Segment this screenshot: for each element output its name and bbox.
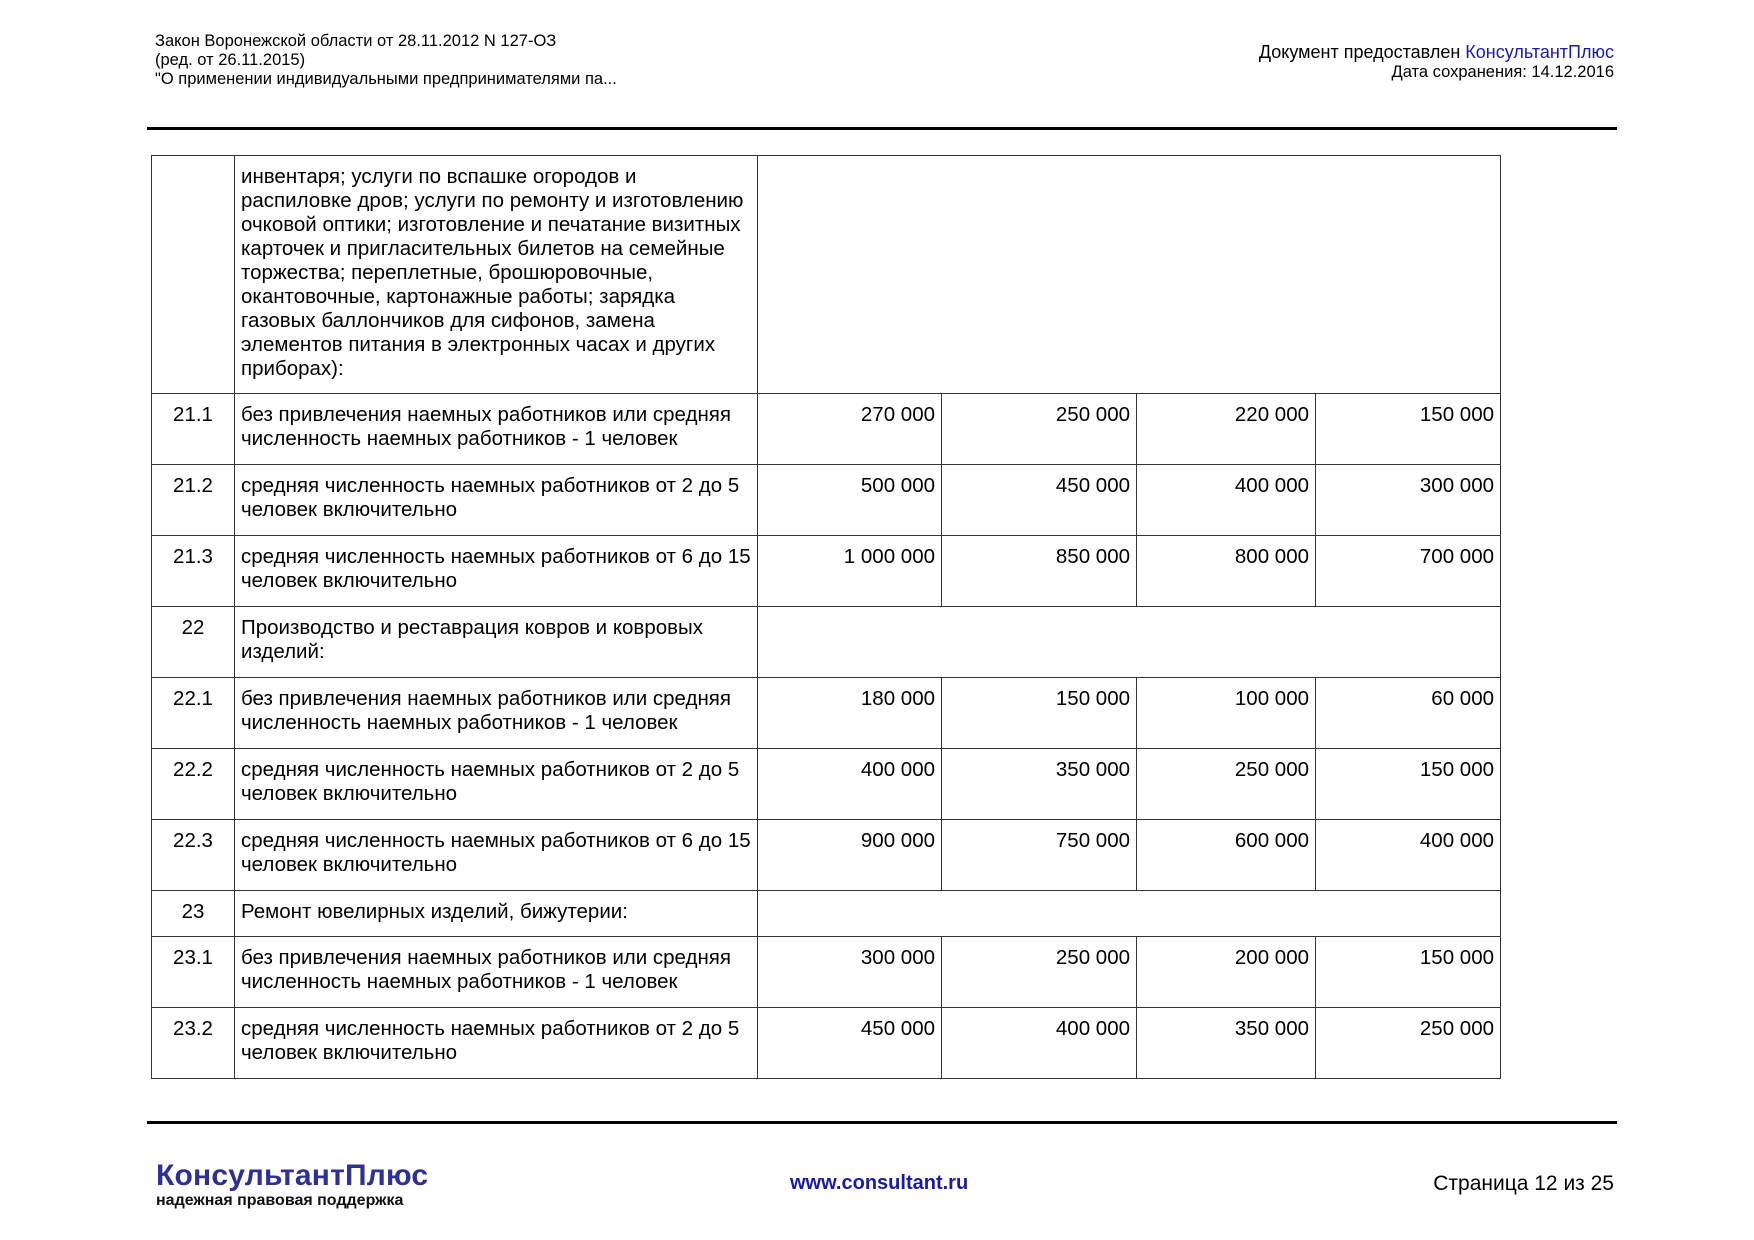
item-number: 22.1: [152, 678, 235, 749]
amount-cell: 450 000: [942, 465, 1137, 536]
table-row: [152, 536, 1501, 607]
footer-divider: [147, 1121, 1617, 1124]
amount-cell: 500 000: [758, 465, 942, 536]
amount-cell: 270 000: [758, 394, 942, 465]
item-number: 21.1: [152, 394, 235, 465]
website-link[interactable]: www.consultant.ru: [790, 1172, 969, 1194]
item-number: 22.3: [152, 820, 235, 891]
amount-cell: 1 000 000: [758, 536, 942, 607]
amount-cell: 400 000: [1316, 820, 1501, 891]
amount-cell: 150 000: [942, 678, 1137, 749]
brand-tagline: надежная правовая поддержка: [156, 1192, 404, 1209]
provider-brand-link[interactable]: КонсультантПлюс: [1465, 42, 1614, 62]
law-subject: "О применении индивидуальными предпринимателями па...: [155, 70, 617, 88]
item-description: Производство и реставрация ковров и ковровых изделий:: [235, 607, 758, 678]
amount-cell: 150 000: [1316, 749, 1501, 820]
brand-logo: КонсультантПлюс: [156, 1159, 429, 1192]
amount-cell: 220 000: [1137, 394, 1316, 465]
item-description: средняя численность наемных работников от 2 до 5 человек включительно: [235, 465, 758, 536]
amount-cell: 250 000: [1137, 749, 1316, 820]
item-number: 23.2: [152, 1008, 235, 1079]
amount-cell: 750 000: [942, 820, 1137, 891]
empty-merged-cell: [758, 607, 1501, 678]
item-number: 22: [152, 607, 235, 678]
amount-cell: 700 000: [1316, 536, 1501, 607]
save-date: Дата сохранения: 14.12.2016: [1391, 63, 1614, 81]
amount-cell: 850 000: [942, 536, 1137, 607]
amount-cell: 450 000: [758, 1008, 942, 1079]
amount-cell: 60 000: [1316, 678, 1501, 749]
header-divider: [147, 127, 1617, 130]
amount-cell: 600 000: [1137, 820, 1316, 891]
amount-cell: 800 000: [1137, 536, 1316, 607]
amount-cell: 400 000: [758, 749, 942, 820]
amount-cell: 150 000: [1316, 394, 1501, 465]
item-description: средняя численность наемных работников от 6 до 15 человек включительно: [235, 820, 758, 891]
empty-merged-cell: [758, 156, 1501, 394]
item-description: без привлечения наемных работников или средняя численность наемных работников - 1 человек: [235, 937, 758, 1008]
item-description: Ремонт ювелирных изделий, бижутерии:: [235, 891, 758, 937]
item-number: 21.3: [152, 536, 235, 607]
amount-cell: 350 000: [942, 749, 1137, 820]
amount-cell: 180 000: [758, 678, 942, 749]
table-row: [152, 891, 1501, 937]
amount-cell: 250 000: [1316, 1008, 1501, 1079]
empty-merged-cell: [758, 891, 1501, 937]
amount-cell: 300 000: [758, 937, 942, 1008]
item-number: 22.2: [152, 749, 235, 820]
amount-cell: 150 000: [1316, 937, 1501, 1008]
item-description: средняя численность наемных работников от 2 до 5 человек включительно: [235, 1008, 758, 1079]
table-row: [152, 156, 1501, 394]
table-row: [152, 937, 1501, 1008]
item-number: [152, 156, 235, 394]
law-title: Закон Воронежской области от 28.11.2012 N 127-ОЗ: [155, 32, 557, 50]
document-title-block: [155, 32, 617, 89]
item-description: без привлечения наемных работников или средняя численность наемных работников - 1 человек: [235, 678, 758, 749]
amount-cell: 300 000: [1316, 465, 1501, 536]
table-row: [152, 820, 1501, 891]
item-description: инвентаря; услуги по вспашке огородов и распиловке дров; услуги по ремонту и изготовлению очковой оптики; изготовление и печатание визитных карточек и пригласительных билетов на семейные торжества; переплетные, брошюровочные, окантовочные, картонажные работы; зарядка газовых баллончиков для сифонов, замена элементов питания в электронных часах и других приборах):: [235, 156, 758, 394]
item-description: средняя численность наемных работников от 2 до 5 человек включительно: [235, 749, 758, 820]
footer-brand: [156, 1160, 428, 1210]
page-indicator: Страница 12 из 25: [1433, 1172, 1614, 1195]
table-row: [152, 465, 1501, 536]
amount-cell: 350 000: [1137, 1008, 1316, 1079]
table-row: [152, 749, 1501, 820]
item-number: 23: [152, 891, 235, 937]
amount-cell: 200 000: [1137, 937, 1316, 1008]
item-number: 21.2: [152, 465, 235, 536]
edition-date: (ред. от 26.11.2015): [155, 51, 306, 69]
amount-cell: 900 000: [758, 820, 942, 891]
table-row: [152, 394, 1501, 465]
item-description: без привлечения наемных работников или средняя численность наемных работников - 1 человек: [235, 394, 758, 465]
table-row: [152, 1008, 1501, 1079]
amount-cell: 250 000: [942, 394, 1137, 465]
provided-by-label: Документ предоставлен: [1258, 42, 1466, 62]
amount-cell: 100 000: [1137, 678, 1316, 749]
tax-table: [151, 155, 1501, 1079]
provider-block: [1259, 42, 1614, 82]
amount-cell: 400 000: [1137, 465, 1316, 536]
item-number: 23.1: [152, 937, 235, 1008]
item-description: средняя численность наемных работников от 6 до 15 человек включительно: [235, 536, 758, 607]
table-row: [152, 607, 1501, 678]
amount-cell: 250 000: [942, 937, 1137, 1008]
amount-cell: 400 000: [942, 1008, 1137, 1079]
table-row: [152, 678, 1501, 749]
